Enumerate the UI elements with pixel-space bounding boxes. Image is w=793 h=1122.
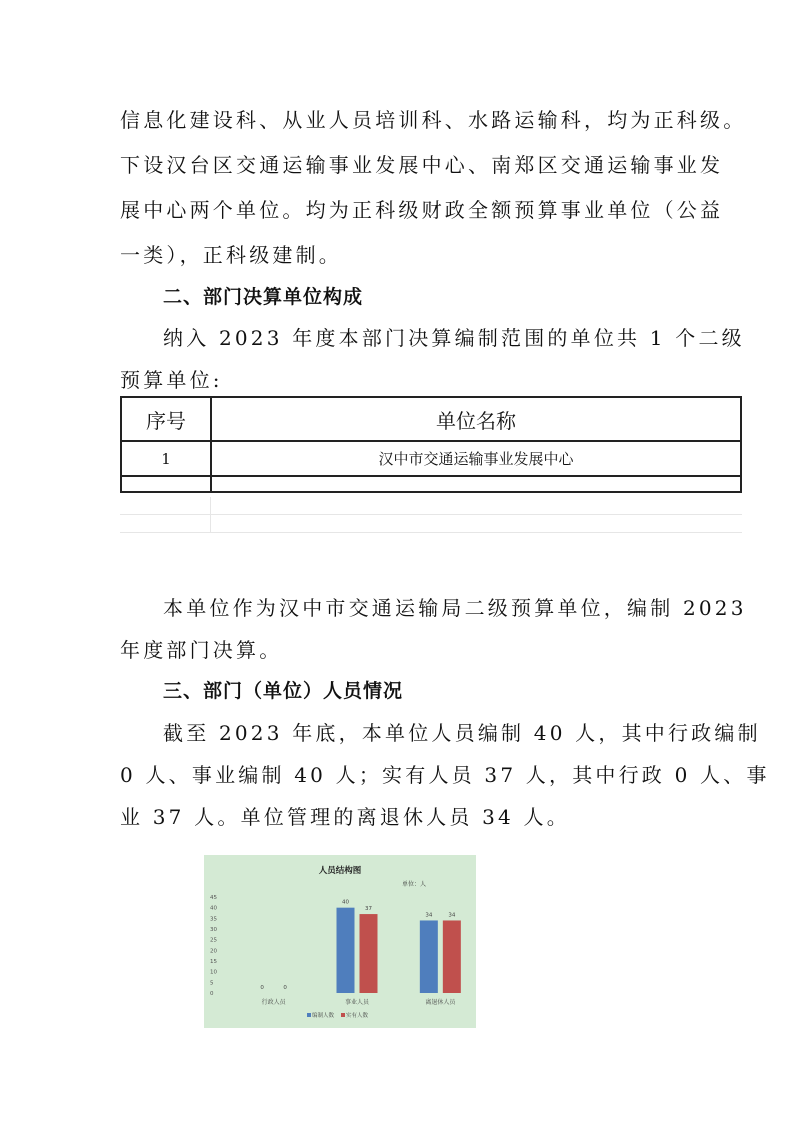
bar-实有人数-离退休人员 — [443, 920, 461, 993]
bar-实有人数-事业人员 — [360, 914, 378, 993]
chart-title: 人员结构图 — [318, 866, 362, 876]
legend-swatch — [307, 1013, 311, 1017]
y-axis — [210, 895, 217, 997]
bar-编制人数-事业人员 — [337, 908, 355, 993]
header-unit-name: 单位名称 — [211, 397, 741, 441]
paragraph-2-line-1: 纳入 2023 年度本部门决算编制范围的单位共 1 个二级 — [163, 326, 745, 350]
section-heading-3: 三、部门（单位）人员情况 — [163, 680, 404, 702]
y-tick-label: 5 — [210, 980, 214, 987]
data-label: 40 — [342, 899, 349, 906]
y-tick-label: 45 — [210, 895, 217, 901]
table-ghost-gridlines — [120, 497, 742, 533]
paragraph-1-line-4: 一类），正科级建制。 — [120, 243, 342, 267]
ghost-cell — [211, 497, 743, 515]
table-header-row — [121, 397, 741, 441]
cell-index — [121, 476, 211, 492]
ghost-cell — [120, 497, 211, 515]
cell-index: 1 — [121, 441, 211, 476]
legend — [307, 1011, 369, 1019]
x-tick-label: 事业人员 — [344, 999, 370, 1006]
paragraph-3-line-1: 本单位作为汉中市交通运输局二级预算单位，编制 2023 — [163, 596, 747, 620]
paragraph-3-line-2: 年度部门决算。 — [120, 638, 283, 662]
bar-编制人数-离退休人员 — [420, 920, 438, 993]
data-label: 34 — [448, 912, 456, 919]
data-label: 37 — [365, 906, 372, 913]
y-tick-label: 35 — [210, 916, 217, 923]
paragraph-2-line-2: 预算单位: — [120, 368, 223, 392]
staff-structure-chart — [204, 855, 476, 1028]
y-tick-label: 40 — [210, 905, 217, 912]
header-index: 序号 — [121, 397, 211, 441]
bars — [260, 900, 460, 993]
table-row — [121, 441, 741, 476]
data-label: 0 — [283, 985, 287, 991]
ghost-cell — [120, 515, 211, 533]
paragraph-4-line-2: 0 人、事业编制 40 人；实有人员 37 人，其中行政 0 人、事 — [120, 763, 770, 787]
x-tick-label: 行政人员 — [261, 999, 286, 1006]
y-tick-label: 30 — [210, 927, 217, 933]
legend-swatch — [341, 1013, 345, 1017]
x-axis — [262, 998, 457, 1006]
cell-unit-name — [211, 476, 741, 492]
ghost-cell — [211, 515, 743, 533]
y-tick-label: 10 — [210, 969, 217, 976]
chart-subtitle: 单位：人 — [402, 881, 427, 888]
data-label: 34 — [425, 912, 433, 919]
y-tick-label: 20 — [210, 948, 217, 955]
legend-label: 实有人数 — [346, 1013, 369, 1019]
unit-table — [120, 396, 742, 493]
y-tick-label: 25 — [210, 937, 217, 944]
data-label: 0 — [260, 985, 264, 991]
cell-unit-name: 汉中市交通运输事业发展中心 — [211, 441, 741, 476]
paragraph-4-line-1: 截至 2023 年底，本单位人员编制 40 人，其中行政编制 — [163, 721, 761, 745]
paragraph-1-line-3: 展中心两个单位。均为正科级财政全额预算事业单位（公益 — [120, 198, 724, 222]
y-tick-label: 0 — [210, 991, 214, 997]
y-tick-label: 15 — [210, 959, 217, 965]
paragraph-4-line-3: 业 37 人。单位管理的离退休人员 34 人。 — [120, 805, 570, 829]
x-tick-label: 离退休人员 — [425, 999, 456, 1006]
section-heading-2: 二、部门决算单位构成 — [163, 286, 364, 308]
paragraph-1-line-2: 下设汉台区交通运输事业发展中心、南郑区交通运输事业发 — [120, 153, 724, 177]
table-row — [121, 476, 741, 492]
legend-label: 编制人数 — [312, 1013, 335, 1019]
paragraph-1-line-1: 信息化建设科、从业人员培训科、水路运输科，均为正科级。 — [120, 108, 747, 132]
chart-svg — [204, 855, 476, 1028]
